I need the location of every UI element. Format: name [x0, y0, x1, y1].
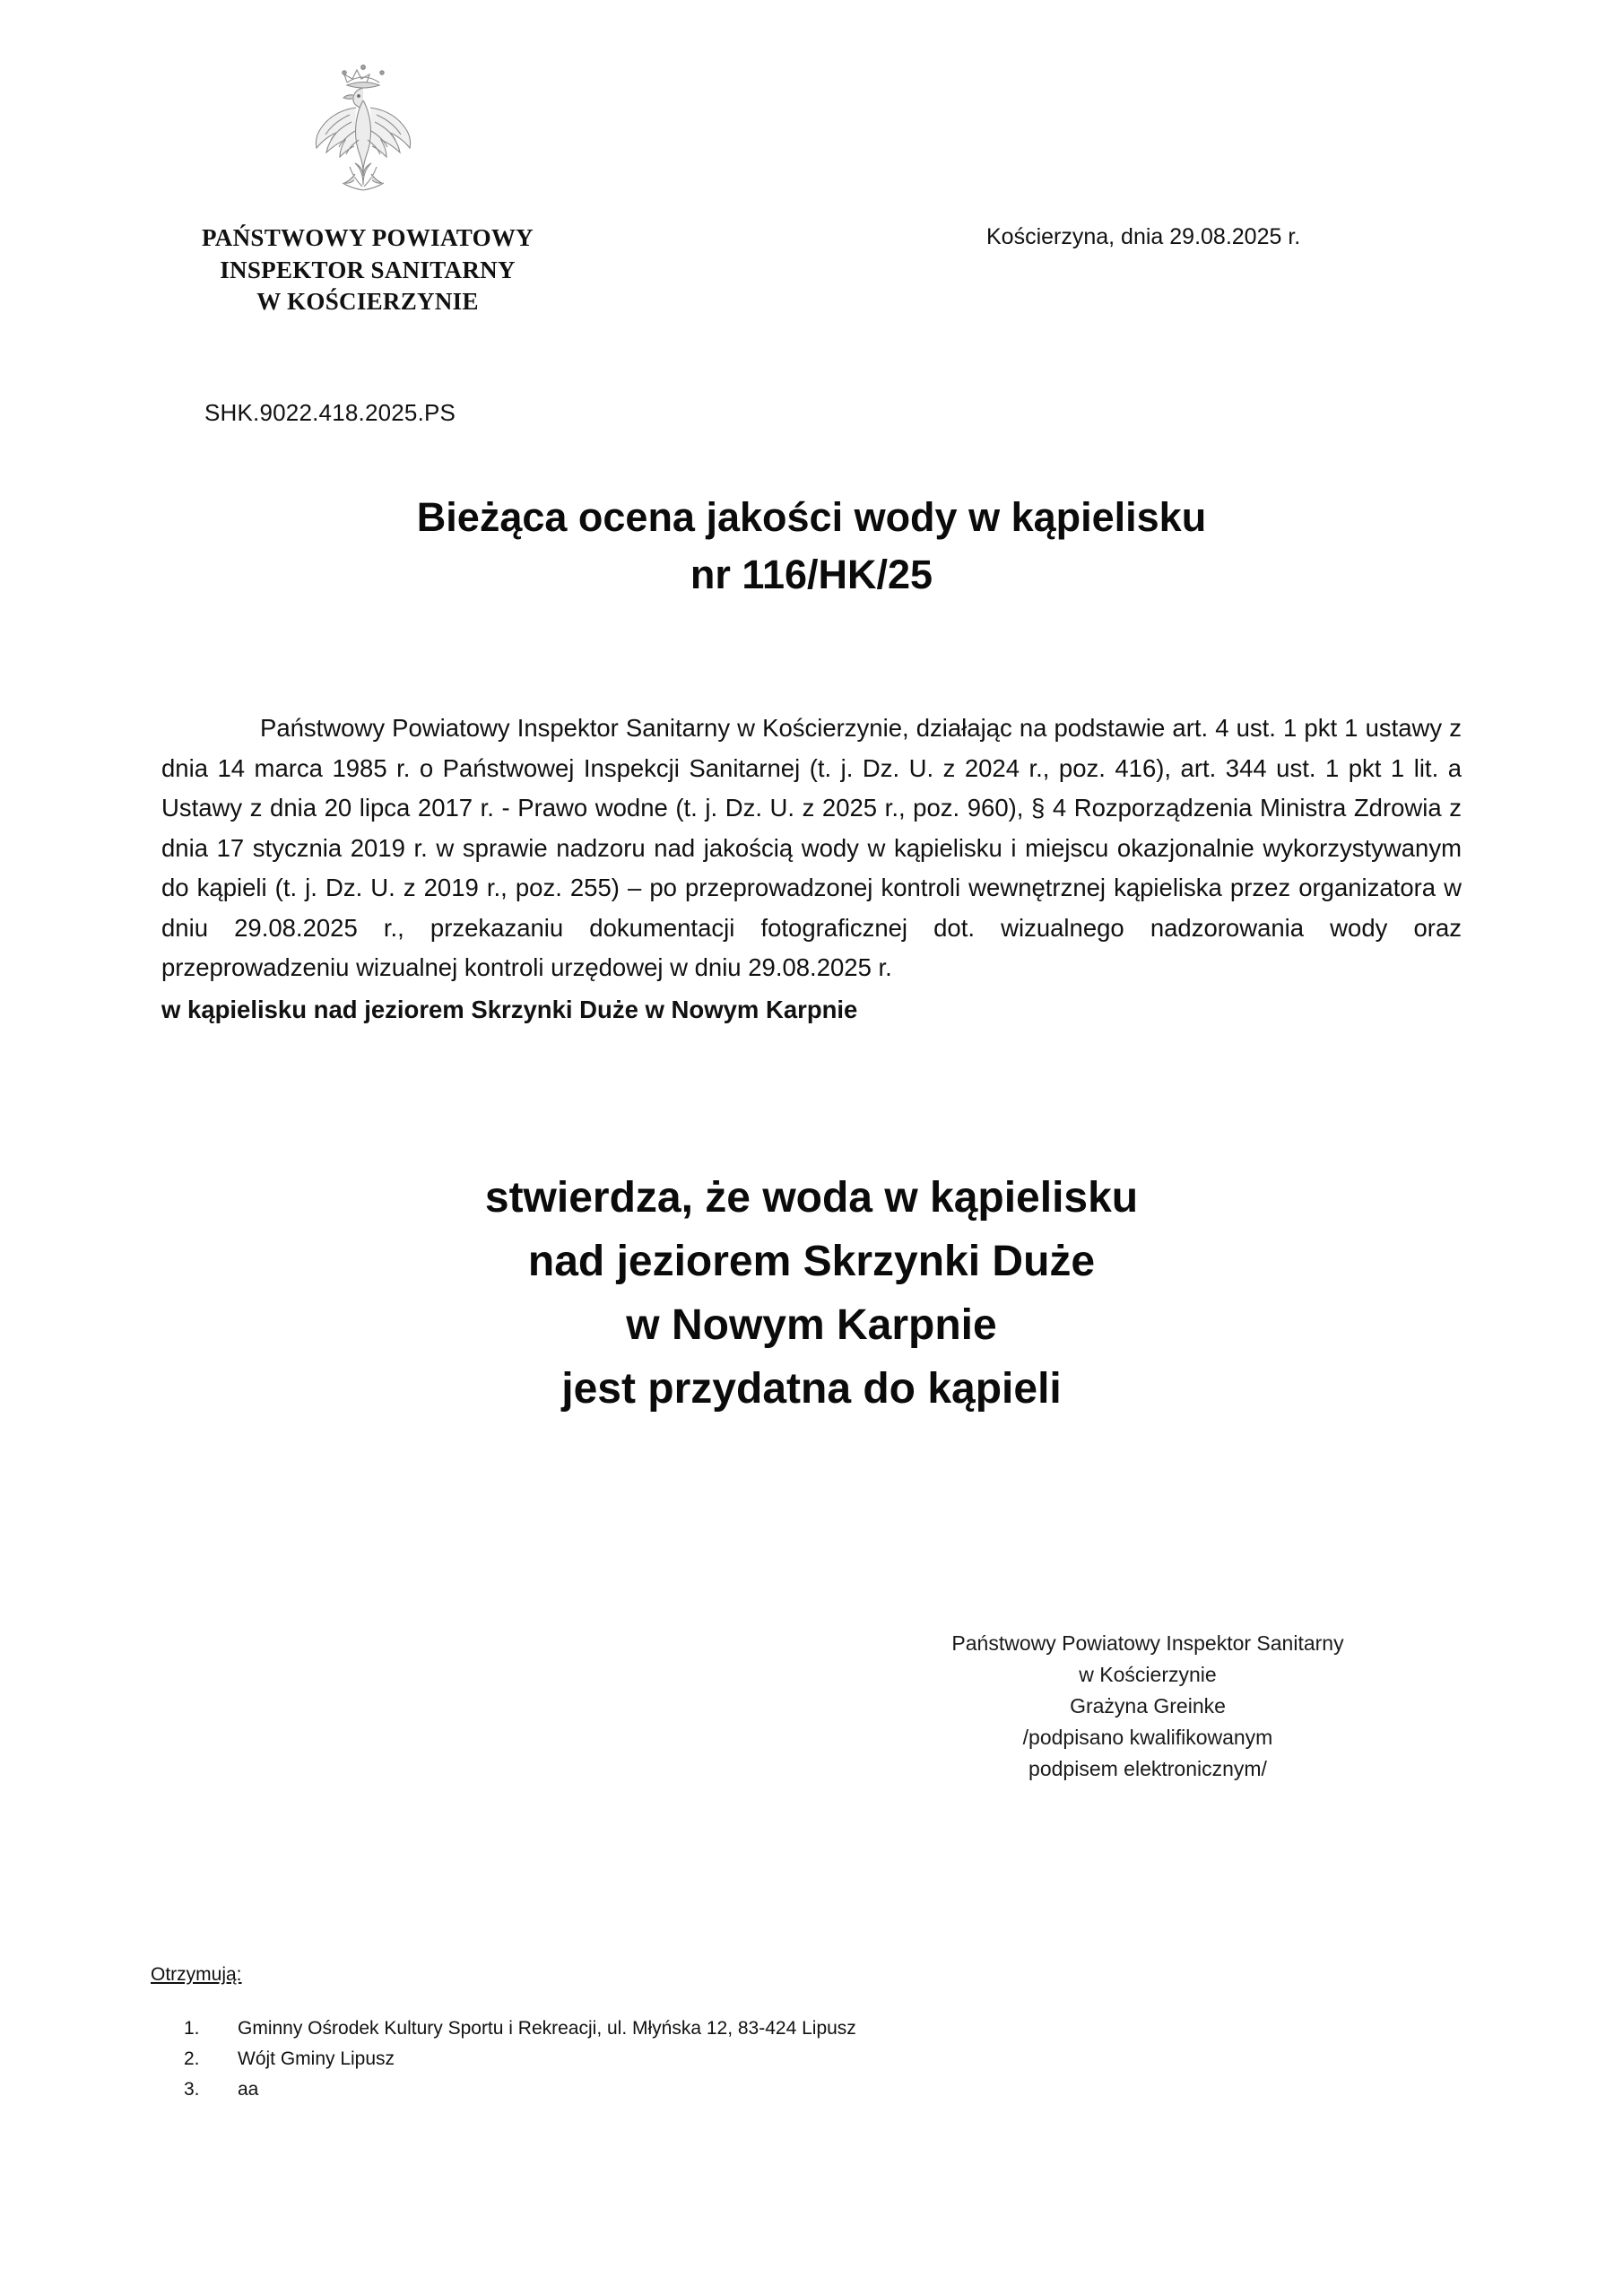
list-item-text: Gminny Ośrodek Kultury Sportu i Rekreacji, ul. Młyńska 12, 83-424 Lipusz	[238, 2018, 856, 2039]
list-item	[184, 2044, 1350, 2074]
bathing-site-name: w kąpielisku nad jeziorem Skrzynki Duże w Nowym Karpnie	[161, 995, 858, 1023]
statement-block	[0, 1166, 1623, 1421]
recipients-label: Otrzymują:	[151, 1964, 242, 1985]
reference-number: SHK.9022.418.2025.PS	[204, 399, 456, 426]
office-name-line-3: W KOŚCIERZYNIE	[256, 288, 479, 316]
list-item-number: 2.	[184, 2048, 200, 2070]
polish-eagle-emblem-icon	[296, 56, 430, 208]
signature-block	[843, 1628, 1453, 1785]
list-item-text: aa	[238, 2079, 259, 2100]
list-item-text: Wójt Gminy Lipusz	[238, 2048, 395, 2070]
signature-line-5: podpisem elektronicznym/	[1028, 1756, 1267, 1780]
signature-line-3: Grażyna Greinke	[1070, 1693, 1226, 1718]
signature-line-2: w Kościerzynie	[1079, 1662, 1217, 1686]
signature-line-4: /podpisano kwalifikowanym	[1022, 1725, 1273, 1749]
list-item	[184, 2074, 1350, 2105]
list-item-number: 3.	[184, 2079, 200, 2100]
statement-line-3: w Nowym Karpnie	[626, 1301, 997, 1350]
office-name-line-1: PAŃSTWOWY POWIATOWY	[202, 224, 534, 251]
list-item	[184, 2013, 1350, 2044]
office-name-line-2: INSPEKTOR SANITARNY	[220, 256, 516, 283]
statement-line-1: stwierdza, że woda w kąpielisku	[484, 1174, 1139, 1222]
statement-line-4: jest przydatna do kąpieli	[561, 1365, 1062, 1413]
document-header	[0, 0, 1623, 359]
document-title	[0, 489, 1623, 604]
office-name-block	[135, 222, 601, 318]
legal-basis-paragraph	[161, 709, 1462, 1030]
legal-basis-text: Państwowy Powiatowy Inspektor Sanitarny w Kościerzynie, działając na podstawie art. 4 ust. 1 pkt 1 ustawy z dnia 14 marca 1985 r. o Państwowej Inspekcji Sanitarnej (t. j. Dz. U. z 2024 r., poz. 416), art. 344 ust. 1 pkt 1 lit. a Ustawy z dnia 20 lipca 2017 r. - Prawo wodne (t. j. Dz. U. z 2025 r., poz. 960), § 4 Rozporządzenia Ministra Zdrowia z dnia 17 stycznia 2019 r. w sprawie nadzoru nad jakością wody w kąpielisku i miejscu okazjonalnie wykorzystywanym do kąpieli (t. j. Dz. U. z 2019 r., poz. 255) – po przeprowadzonej kontroli wewnętrznej kąpieliska przez organizatora w dniu 29.08.2025 r., przekazaniu dokumentacji fotograficznej dot. wizualnego nadzorowania wody oraz przeprowadzeniu wizualnej kontroli urzędowej w dniu 29.08.2025 r.	[161, 714, 1462, 982]
place-and-date: Kościerzyna, dnia 29.08.2025 r.	[986, 224, 1301, 249]
recipients-list	[184, 2013, 1350, 2105]
signature-line-1: Państwowy Powiatowy Inspektor Sanitarny	[951, 1631, 1344, 1655]
list-item-number: 1.	[184, 2018, 200, 2039]
document-title-line-1: Bieżąca ocena jakości wody w kąpielisku	[416, 494, 1207, 540]
statement-line-2: nad jeziorem Skrzynki Duże	[527, 1238, 1096, 1286]
document-title-line-2: nr 116/HK/25	[690, 551, 933, 597]
